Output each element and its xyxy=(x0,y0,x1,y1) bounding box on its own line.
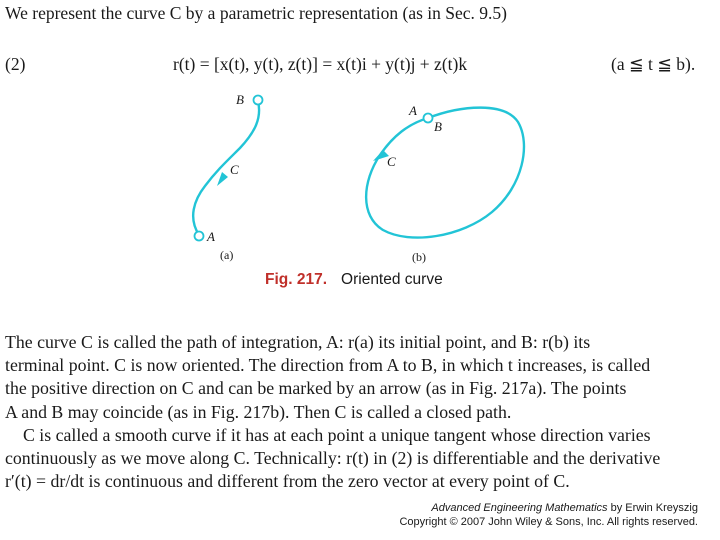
point-A-marker xyxy=(195,232,204,241)
paragraph-2-line: continuously as we move along C. Technically: r(t) in (2) is differentiable and the derivative xyxy=(5,448,661,469)
label-B-b: B xyxy=(434,119,442,134)
point-AB-marker xyxy=(424,114,433,123)
label-C-b: C xyxy=(387,154,396,169)
equation-range: (a ≦ t ≦ b). xyxy=(611,54,696,74)
figure-caption-text: Oriented curve xyxy=(341,271,443,288)
label-A-a: A xyxy=(207,229,215,244)
curve-b xyxy=(366,108,524,238)
paragraph-1-line: terminal point. C is now oriented. The direction from A to B, in which t increases, is called xyxy=(5,355,651,376)
label-C-a: C xyxy=(230,162,239,177)
label-A-b: A xyxy=(409,103,417,118)
panel-label-b: (b) xyxy=(412,250,426,264)
credit-author: by Erwin Kreyszig xyxy=(607,502,698,514)
credit-line xyxy=(431,502,698,514)
curve-a xyxy=(193,101,259,235)
credit-book-title: Advanced Engineering Mathematics xyxy=(431,502,608,514)
point-B-marker xyxy=(254,96,263,105)
figure-panel-b xyxy=(366,103,524,264)
figure-panel-a xyxy=(193,92,262,262)
paragraph-1 xyxy=(5,331,717,424)
paragraph-1-line: The curve C is called the path of integration, A: r(a) its initial point, and B: r(b) its xyxy=(5,332,591,352)
paragraph-2-line: r′(t) = dr/dt is continuous and different from the zero vector at every point of C. xyxy=(5,471,570,492)
direction-arrow-a xyxy=(217,172,228,186)
figure-caption-number: Fig. 217. xyxy=(265,271,328,288)
intro-text: We represent the curve C by a parametric representation (as in Sec. 9.5) xyxy=(5,3,507,23)
credit-copyright: Copyright © 2007 John Wiley & Sons, Inc. All rights reserved. xyxy=(399,516,698,528)
equation-number: (2) xyxy=(5,54,26,74)
label-B-a: B xyxy=(236,92,244,107)
paragraph-2-line: C is called a smooth curve if it has at each point a unique tangent whose direction varies xyxy=(23,425,651,445)
figure-caption xyxy=(265,271,443,289)
equation-formula: r(t) = [x(t), y(t), z(t)] = x(t)i + y(t)j + z(t)k xyxy=(173,54,468,74)
paragraph-2 xyxy=(5,424,717,494)
paragraph-1-line: the positive direction on C and can be marked by an arrow (as in Fig. 217a). The points xyxy=(5,378,627,399)
paragraph-1-line: A and B may coincide (as in Fig. 217b). Then C is called a closed path. xyxy=(5,401,512,422)
panel-label-a: (a) xyxy=(220,248,234,262)
